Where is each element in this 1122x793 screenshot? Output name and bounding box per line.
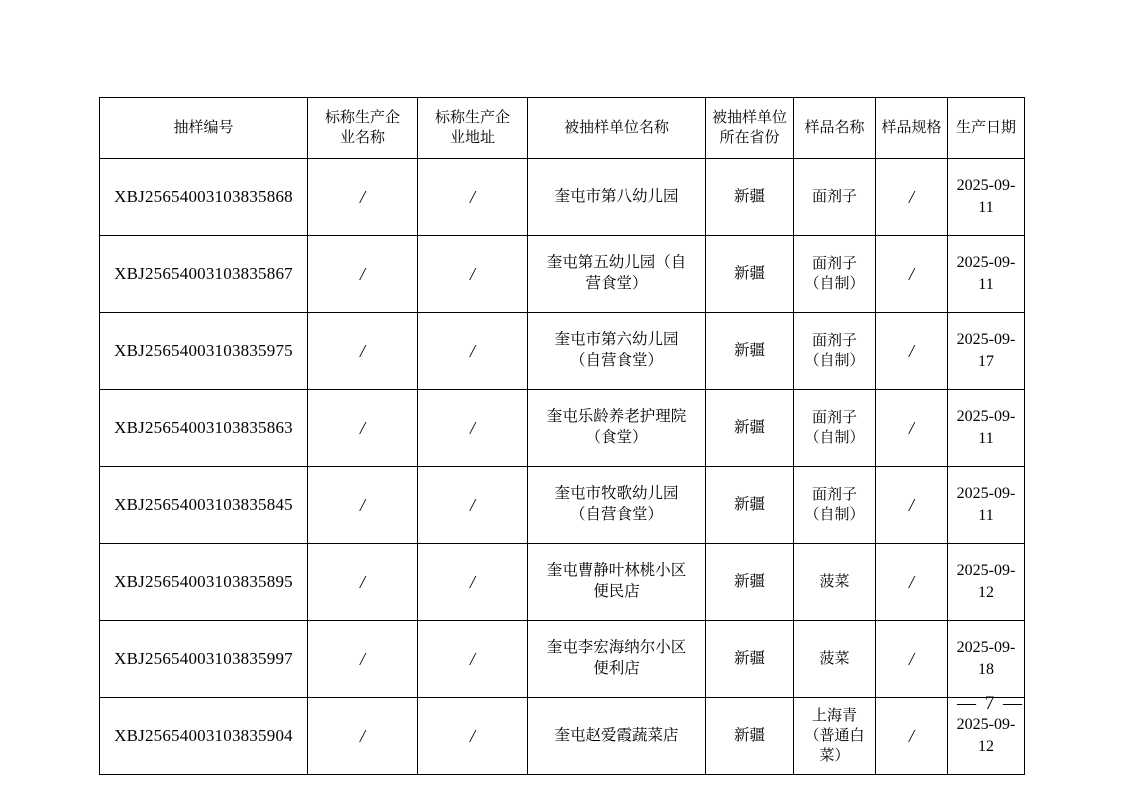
- cell-producer-address: /: [418, 698, 528, 775]
- cell-sample-spec: /: [876, 467, 948, 544]
- cell-sampling-code: XBJ25654003103835863: [100, 390, 308, 467]
- cell-province: 新疆: [706, 390, 794, 467]
- cell-producer-name: /: [308, 313, 418, 390]
- cell-sample-spec: /: [876, 698, 948, 775]
- column-header-sample-spec: 样品规格: [876, 98, 948, 159]
- table-body: [100, 159, 1025, 775]
- cell-sample-spec: /: [876, 236, 948, 313]
- cell-sampling-code: XBJ25654003103835975: [100, 313, 308, 390]
- cell-producer-address: /: [418, 467, 528, 544]
- column-header-production-date: 生产日期: [948, 98, 1025, 159]
- cell-province: 新疆: [706, 236, 794, 313]
- cell-production-date: 2025-09- 11: [948, 236, 1025, 313]
- cell-province: 新疆: [706, 698, 794, 775]
- table-header: [100, 98, 1025, 159]
- table-row: [100, 467, 1025, 544]
- cell-production-date: 2025-09- 12: [948, 544, 1025, 621]
- sampling-table: [99, 97, 1025, 775]
- column-header-producer-name: 标称生产企 业名称: [308, 98, 418, 159]
- cell-sample-spec: /: [876, 159, 948, 236]
- column-header-sampling-code: 抽样编号: [100, 98, 308, 159]
- cell-producer-name: /: [308, 621, 418, 698]
- cell-province: 新疆: [706, 313, 794, 390]
- cell-sample-name: 面剂子 （自制）: [794, 313, 876, 390]
- cell-sampling-code: XBJ25654003103835997: [100, 621, 308, 698]
- column-header-producer-address: 标称生产企 业地址: [418, 98, 528, 159]
- cell-producer-name: /: [308, 698, 418, 775]
- cell-producer-address: /: [418, 544, 528, 621]
- table-row: [100, 313, 1025, 390]
- cell-production-date: 2025-09- 17: [948, 313, 1025, 390]
- sampling-table-container: [99, 97, 1024, 775]
- cell-sampling-code: XBJ25654003103835867: [100, 236, 308, 313]
- cell-sample-name: 上海青 （普通白 菜）: [794, 698, 876, 775]
- cell-producer-name: /: [308, 159, 418, 236]
- cell-sampled-unit-name: 奎屯市第八幼儿园: [528, 159, 706, 236]
- cell-sampled-unit-name: 奎屯李宏海纳尔小区 便利店: [528, 621, 706, 698]
- cell-sampling-code: XBJ25654003103835868: [100, 159, 308, 236]
- cell-producer-name: /: [308, 467, 418, 544]
- cell-producer-address: /: [418, 236, 528, 313]
- cell-sample-name: 菠菜: [794, 621, 876, 698]
- cell-sample-spec: /: [876, 313, 948, 390]
- cell-province: 新疆: [706, 544, 794, 621]
- cell-sample-spec: /: [876, 390, 948, 467]
- cell-sampled-unit-name: 奎屯第五幼儿园（自 营食堂）: [528, 236, 706, 313]
- cell-production-date: 2025-09- 11: [948, 467, 1025, 544]
- cell-sampling-code: XBJ25654003103835895: [100, 544, 308, 621]
- cell-sampled-unit-name: 奎屯赵爱霞蔬菜店: [528, 698, 706, 775]
- cell-sampling-code: XBJ25654003103835845: [100, 467, 308, 544]
- column-header-province: 被抽样单位 所在省份: [706, 98, 794, 159]
- table-row: [100, 236, 1025, 313]
- table-row: [100, 621, 1025, 698]
- cell-producer-name: /: [308, 236, 418, 313]
- cell-producer-address: /: [418, 159, 528, 236]
- cell-producer-address: /: [418, 313, 528, 390]
- cell-production-date: 2025-09- 11: [948, 159, 1025, 236]
- column-header-sample-name: 样品名称: [794, 98, 876, 159]
- cell-production-date: 2025-09- 11: [948, 390, 1025, 467]
- cell-producer-address: /: [418, 621, 528, 698]
- cell-sampling-code: XBJ25654003103835904: [100, 698, 308, 775]
- cell-sampled-unit-name: 奎屯市第六幼儿园 （自营食堂）: [528, 313, 706, 390]
- cell-province: 新疆: [706, 621, 794, 698]
- cell-production-date: 2025-09- 18: [948, 621, 1025, 698]
- cell-sampled-unit-name: 奎屯曹静叶林桃小区 便民店: [528, 544, 706, 621]
- cell-sampled-unit-name: 奎屯市牧歌幼儿园 （自营食堂）: [528, 467, 706, 544]
- cell-sample-spec: /: [876, 544, 948, 621]
- cell-province: 新疆: [706, 159, 794, 236]
- cell-production-date: 2025-09- 12: [948, 698, 1025, 775]
- cell-producer-name: /: [308, 544, 418, 621]
- table-row: [100, 544, 1025, 621]
- page-number: — 7 —: [957, 693, 1024, 714]
- column-header-sampled-unit-name: 被抽样单位名称: [528, 98, 706, 159]
- cell-producer-address: /: [418, 390, 528, 467]
- cell-sample-name: 面剂子 （自制）: [794, 236, 876, 313]
- table-header-row: [100, 98, 1025, 159]
- cell-sample-name: 面剂子: [794, 159, 876, 236]
- cell-producer-name: /: [308, 390, 418, 467]
- cell-sample-name: 面剂子 （自制）: [794, 467, 876, 544]
- cell-sample-name: 面剂子 （自制）: [794, 390, 876, 467]
- cell-sample-name: 菠菜: [794, 544, 876, 621]
- cell-sampled-unit-name: 奎屯乐龄养老护理院 （食堂）: [528, 390, 706, 467]
- table-row: [100, 159, 1025, 236]
- table-row: [100, 390, 1025, 467]
- cell-province: 新疆: [706, 467, 794, 544]
- cell-sample-spec: /: [876, 621, 948, 698]
